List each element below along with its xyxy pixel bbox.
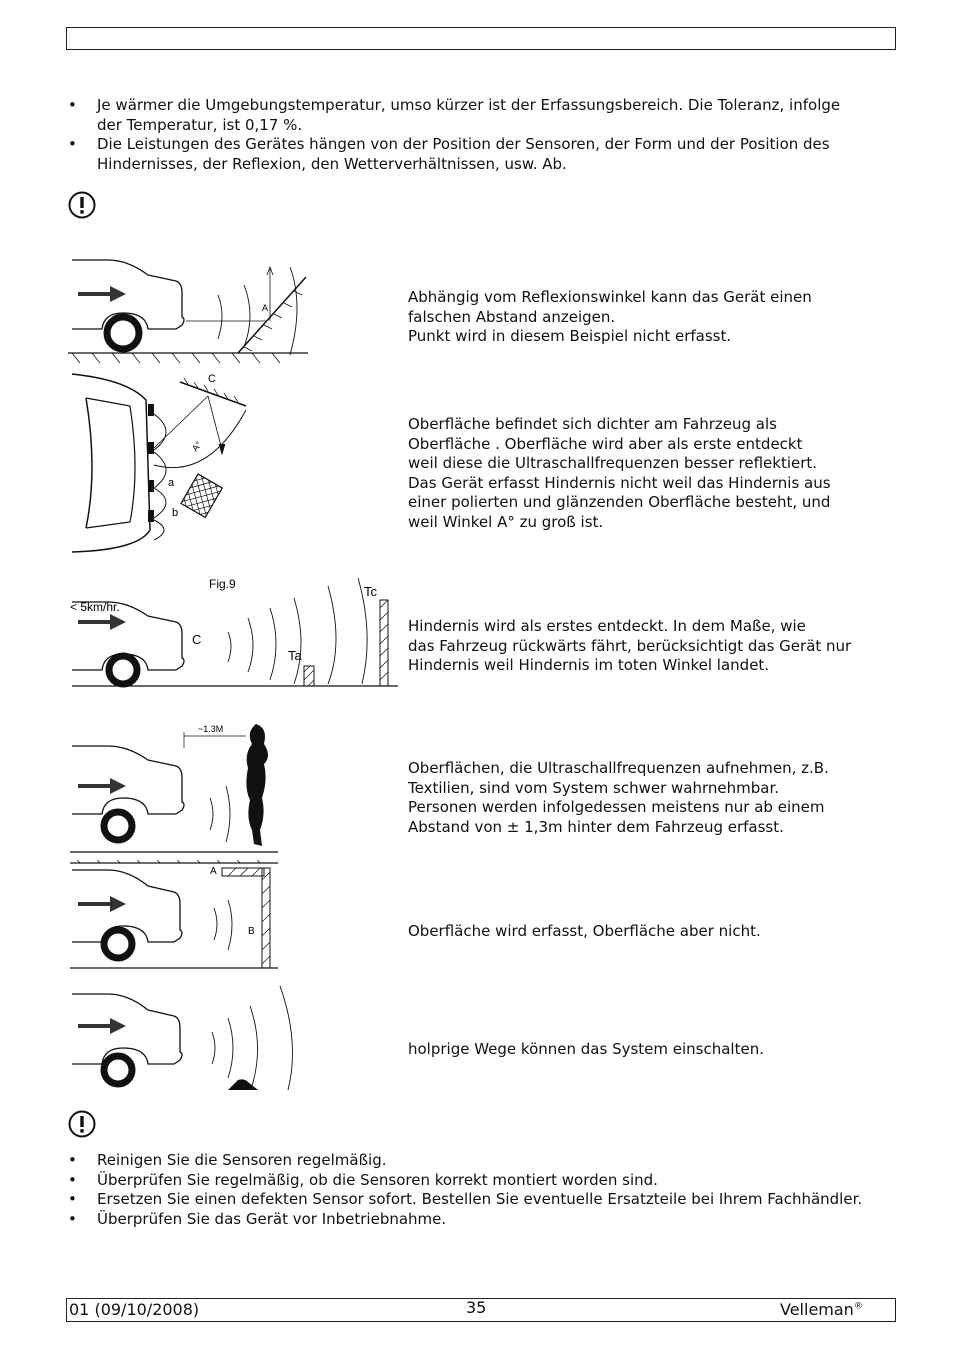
- figure-text: Abhängig vom Reflexionswinkel kann das Gerät einen falschen Abstand anzeigen. Punkt wird in diesem Beispiel nicht erfasst.: [408, 288, 812, 345]
- footer-brand: [780, 1300, 863, 1319]
- figure-person-distance: [68, 718, 282, 858]
- figure-label: Fig.9: [209, 577, 236, 591]
- figure-label: b: [172, 507, 179, 519]
- figure-two-obstacles: [68, 574, 402, 692]
- figure-label: B: [248, 926, 255, 937]
- figure-label: Ta: [288, 648, 302, 663]
- figure-reflection-angle: [68, 255, 318, 365]
- figure-text: Oberfläche befindet sich dichter am Fahrzeug als Oberfläche . Oberfläche wird aber als erste entdeckt weil diese die Ultraschallfrequenzen besser reflektiert. Das Gerät erfasst Hindernis nicht weil das Hindernis aus einer polierten und glänzenden Oberfläche besteht, und weil Winkel A° zu groß ist.: [408, 415, 831, 531]
- obstacle-hatched: [181, 474, 222, 517]
- footer-version: 01 (09/10/2008): [69, 1300, 200, 1319]
- figure-surfaces-top-view: [68, 370, 268, 555]
- list-item: • Reinigen Sie die Sensoren regelmäßig.: [66, 1151, 866, 1171]
- page-number: 35: [466, 1298, 487, 1317]
- figure-label: C: [208, 373, 216, 385]
- exclamation-circle-icon: [68, 1110, 96, 1138]
- bullet-list-bottom: [66, 1151, 866, 1229]
- figure-label: ~1.3M: [198, 724, 224, 734]
- figure-text: Hindernis wird als erstes entdeckt. In dem Maße, wie das Fahrzeug rückwärts fährt, berücksichtigt das Gerät nur Hindernis weil Hindernis im toten Winkel landet.: [408, 617, 852, 674]
- bullet-list-top: [66, 96, 866, 174]
- figure-label: C: [192, 632, 202, 647]
- header-box: [66, 27, 896, 50]
- figure-text: Oberflächen, die Ultraschallfrequenzen aufnehmen, z.B. Textilien, sind vom System schwer wahrnehmbar. Personen werden infolgedessen meistens nur ab einem Abstand von ± 1,3m hinter dem Fahrzeug erfasst.: [408, 759, 829, 836]
- figure-label: a: [168, 477, 175, 489]
- exclamation-circle-icon: [68, 191, 96, 219]
- figure-surface-a-b: [68, 860, 282, 980]
- brand-name: Velleman: [780, 1300, 854, 1319]
- list-item: • Die Leistungen des Gerätes hängen von der Position der Sensoren, der Form und der Position des Hindernisses, der Reflexion, den Wetterverhältnissen, usw. Ab.: [66, 135, 866, 174]
- list-item: • Überprüfen Sie regelmäßig, ob die Sensoren korrekt montiert worden sind.: [66, 1171, 866, 1191]
- figure-text: Oberfläche wird erfasst, Oberfläche aber nicht.: [408, 922, 761, 940]
- figure-bumpy-road: [68, 982, 300, 1094]
- figure-label: A°: [189, 439, 204, 454]
- figure-label: A: [210, 866, 217, 877]
- list-item: • Je wärmer die Umgebungstemperatur, umso kürzer ist der Erfassungsbereich. Die Toleranz, infolge der Temperatur, ist 0,17 %.: [66, 96, 866, 135]
- registered-mark: ®: [853, 1301, 863, 1312]
- figure-label: A: [262, 303, 269, 313]
- list-item: • Überprüfen Sie das Gerät vor Inbetriebnahme.: [66, 1210, 866, 1230]
- figure-text: holprige Wege können das System einschalten.: [408, 1040, 764, 1058]
- figure-label: Tc: [364, 584, 377, 599]
- list-item: • Ersetzen Sie einen defekten Sensor sofort. Bestellen Sie eventuelle Ersatzteile bei Ihrem Fachhändler.: [66, 1190, 866, 1210]
- figure-label: < 5km/hr.: [70, 600, 120, 614]
- person-silhouette: [246, 724, 268, 846]
